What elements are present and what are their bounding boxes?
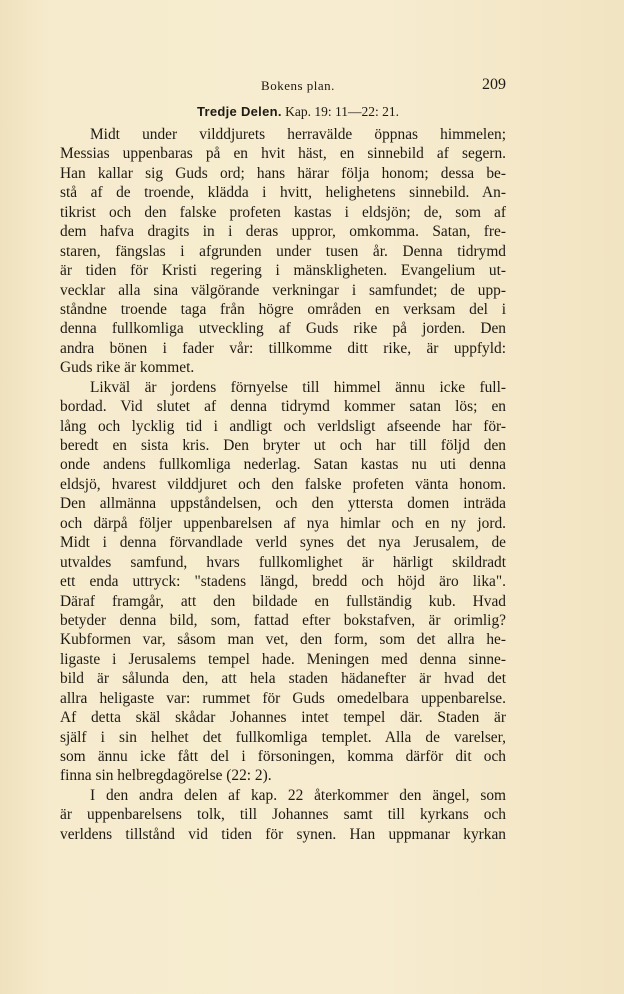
text-line: Likväl är jordens förnyelse till himmel ännu icke full- [90,378,506,396]
text-line: själf i sin helhet det fullkomliga templet. Alla de varelser, [60,728,506,746]
text-line: Messias uppenbaras på en hvit häst, en sinnebild af segern. [60,145,506,163]
text-line: stå af de troende, klädda i hvitt, helighetens sinnebild. An- [60,184,506,202]
text-line: vecklar alla sina välgörande verkningar i samfundet; de upp- [60,281,506,299]
text-line: ett enda uttryck: "stadens längd, bredd och höjd äro lika". [60,573,506,591]
text-line: Han kallar sig Guds ord; hans härar följa honom; dessa be- [60,164,506,182]
text-line: är tiden för Kristi regering i mänskligheten. Evangelium ut- [60,262,506,280]
text-line: staren, fängslas i afgrunden under tusen år. Denna tidrymd [60,242,506,260]
text-line: betyder denna bild, som, fattad efter bokstafven, är orimlig? [60,611,506,629]
running-head-title: Bokens plan. [261,78,335,93]
text-line: finna sin helbregdagörelse (22: 2). [60,767,272,785]
text-line: som ännu icke fått del i försoningen, komma därför dit och [60,748,506,765]
text-line: Kubformen var, såsom man vet, den form, som det allra he- [60,631,506,649]
body-text [60,125,506,844]
section-reference: Kap. 19: 11—22: 21. [285,104,400,119]
page-number: 209 [482,76,506,93]
text-line: onde andens fullkomliga nederlag. Satan kastas nu uti denna [60,456,506,474]
text-line: beredt en sista kris. Den bryter ut och har till följd den [60,437,506,454]
text-line: andra bönen i fader vår: tillkomme ditt rike, är uppfyld: [60,339,506,357]
text-line: denna fullkomliga utveckling af Guds rike på jorden. Den [60,320,506,338]
text-line: lång och lycklig tid i andligt och verldsligt afseende har för- [60,417,506,435]
text-line: tikrist och den falske profeten kastas i eldsjön; de, som af [60,203,506,221]
text-line: ligaste i Jerusalems tempel hade. Meningen med denna sinne- [60,650,506,668]
text-line: eldsjö, hvarest vilddjuret och den falske profeten vänta honom. [60,475,506,493]
running-head [90,78,506,98]
text-line: Den allmänna uppståndelsen, och den yttersta domen inträda [60,495,506,513]
text-line: Däraf framgår, att den bildade en fullständig kub. Hvad [60,592,506,610]
text-line: Guds rike är kommet. [60,359,195,377]
text-line: I den andra delen af kap. 22 återkommer den ängel, som [90,786,506,804]
text-line: dem hafva dragits in i deras uppror, omkomma. Satan, fre- [60,223,506,241]
text-line: bild är sålunda den, att hela staden hädanefter är hvad det [60,670,506,688]
text-line: verldens tillstånd vid tiden för synen. Han uppmanar kyrkan [60,825,506,843]
text-line: Midt under vilddjurets herravälde öppnas himmelen; [90,126,506,143]
text-line: och därpå följer uppenbarelsen af nya himlar och en ny jord. [60,514,506,532]
section-part: Tredje Delen. [196,104,282,119]
text-line: allra heligaste var: rummet för Guds omedelbara uppenbarelse. [60,689,506,707]
text-line: bordad. Vid slutet af denna tidrymd kommer satan lös; en [60,398,506,416]
text-line: Midt i denna förvandlade verld synes det nya Jerusalem, de [60,534,506,552]
text-line: är uppenbarelsens tolk, till Johannes samt till kyrkans och [60,806,506,824]
section-heading [90,104,506,120]
text-line: utvaldes samfund, hvars fullkomlighet är härligt skildradt [60,553,506,571]
text-line: ståndne troende taga från högre områden en verksam del i [60,300,506,318]
text-line: Af detta skäl skådar Johannes intet tempel där. Staden är [60,709,506,727]
